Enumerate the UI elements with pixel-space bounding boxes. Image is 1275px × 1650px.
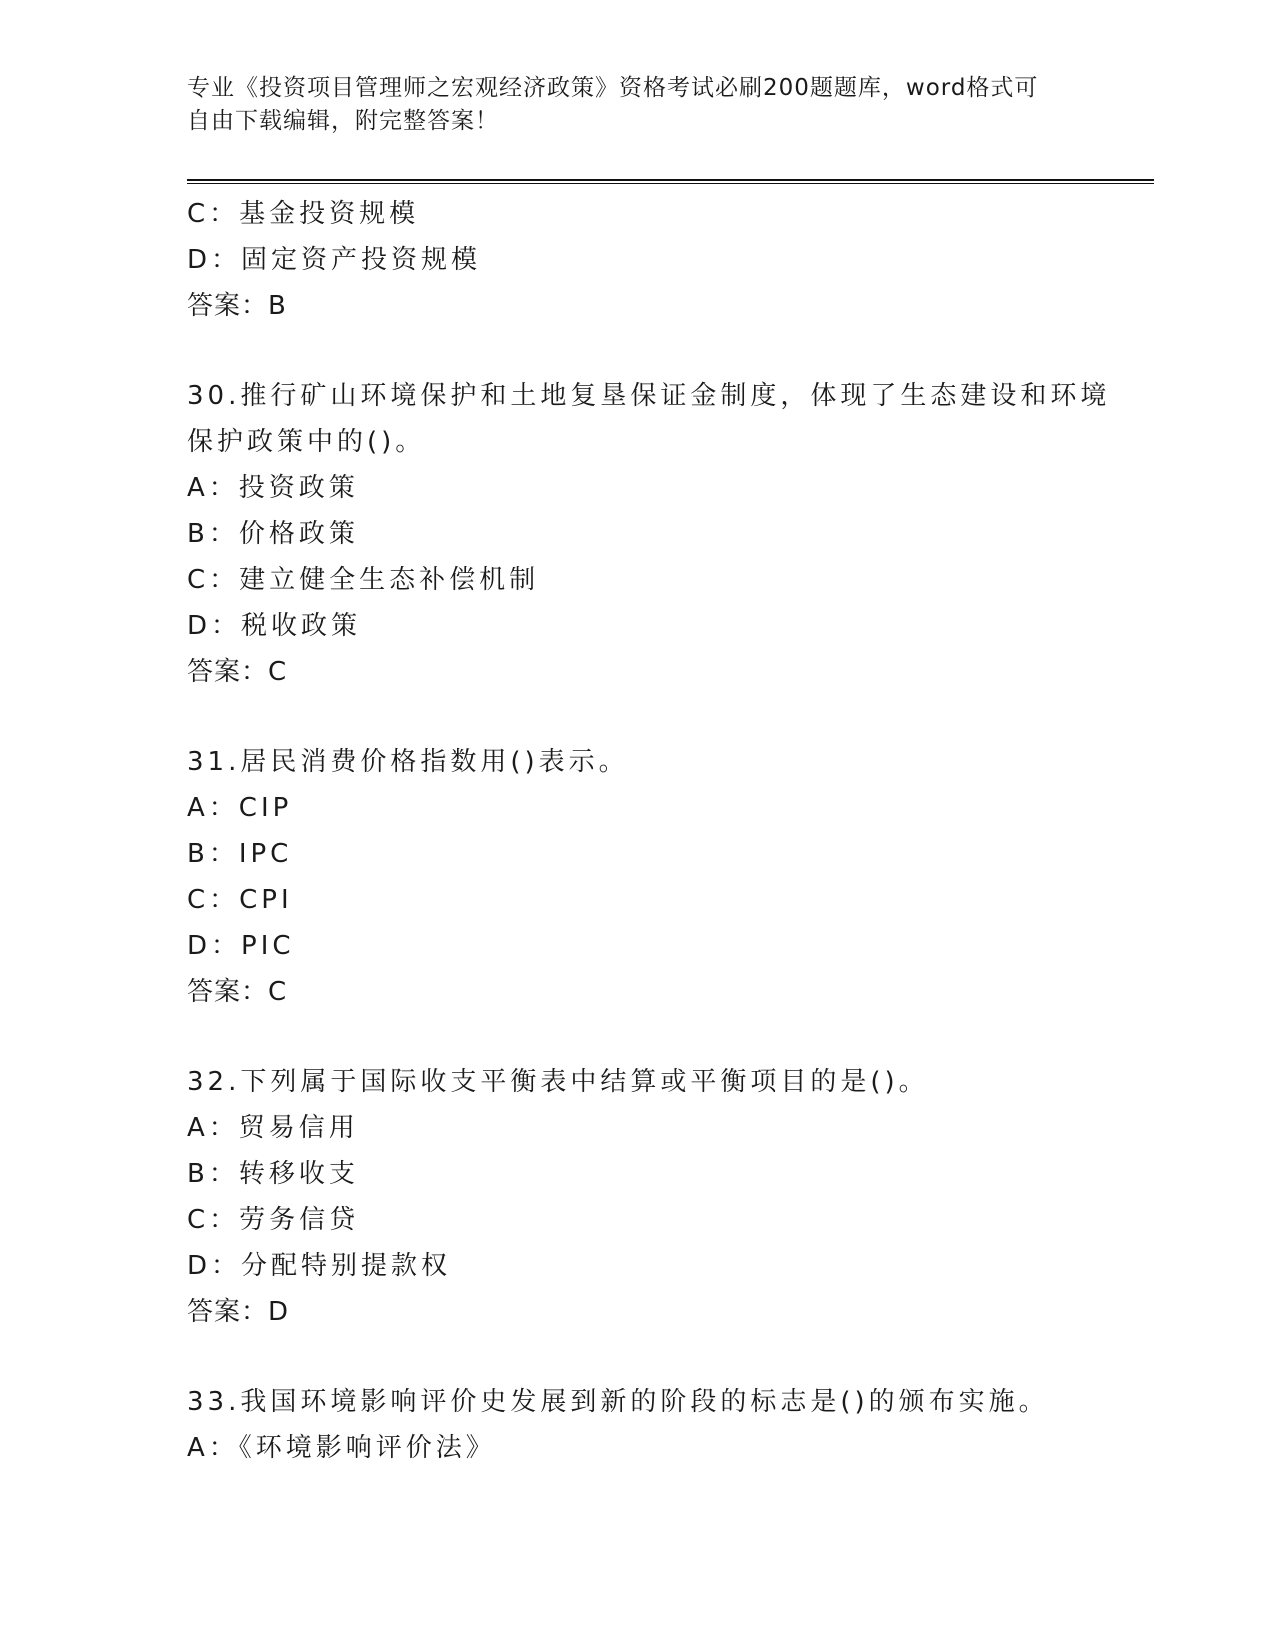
header-line-1: 专业《投资项目管理师之宏观经济政策》资格考试必刷200题题库，word格式可 bbox=[187, 75, 1039, 101]
option-c: C：建立健全生态补偿机制 bbox=[187, 565, 540, 595]
answer-line: 答案：B bbox=[187, 291, 287, 321]
option-c: C：CPI bbox=[187, 885, 293, 915]
question-text-cont: 保护政策中的()。 bbox=[187, 427, 426, 457]
option-d: D：分配特别提款权 bbox=[187, 1251, 452, 1281]
option-c: C：基金投资规模 bbox=[187, 199, 420, 229]
option-d: D：PIC bbox=[187, 931, 295, 961]
question-text: 31.居民消费价格指数用()表示。 bbox=[187, 747, 629, 777]
question-text: 30.推行矿山环境保护和土地复垦保证金制度，体现了生态建设和环境 bbox=[187, 381, 1111, 411]
option-d: D：固定资产投资规模 bbox=[187, 245, 482, 275]
option-a: A：《环境影响评价法》 bbox=[187, 1433, 496, 1463]
question-block-33 bbox=[187, 1379, 1117, 1471]
option-b: B：转移收支 bbox=[187, 1159, 359, 1189]
option-a: A：贸易信用 bbox=[187, 1113, 359, 1143]
header-divider-thin bbox=[187, 183, 1154, 184]
option-b: B：价格政策 bbox=[187, 519, 359, 549]
question-list bbox=[187, 191, 1117, 1471]
answer-line: 答案：C bbox=[187, 977, 288, 1007]
header-line-2: 自由下载编辑，附完整答案！ bbox=[187, 108, 499, 134]
option-a: A：投资政策 bbox=[187, 473, 359, 503]
question-block-30 bbox=[187, 373, 1117, 695]
document-header bbox=[187, 72, 1087, 138]
question-text: 33.我国环境影响评价史发展到新的阶段的标志是()的颁布实施。 bbox=[187, 1387, 1049, 1417]
header-divider-thick bbox=[187, 179, 1154, 181]
question-text: 32.下列属于国际收支平衡表中结算或平衡项目的是()。 bbox=[187, 1067, 929, 1097]
answer-line: 答案：C bbox=[187, 657, 288, 687]
option-b: B：IPC bbox=[187, 839, 293, 869]
option-d: D：税收政策 bbox=[187, 611, 362, 641]
answer-line: 答案：D bbox=[187, 1297, 290, 1327]
question-block-31 bbox=[187, 739, 1117, 1015]
question-block-29 bbox=[187, 191, 1117, 329]
option-c: C：劳务信贷 bbox=[187, 1205, 360, 1235]
option-a: A：CIP bbox=[187, 793, 293, 823]
question-block-32 bbox=[187, 1059, 1117, 1335]
